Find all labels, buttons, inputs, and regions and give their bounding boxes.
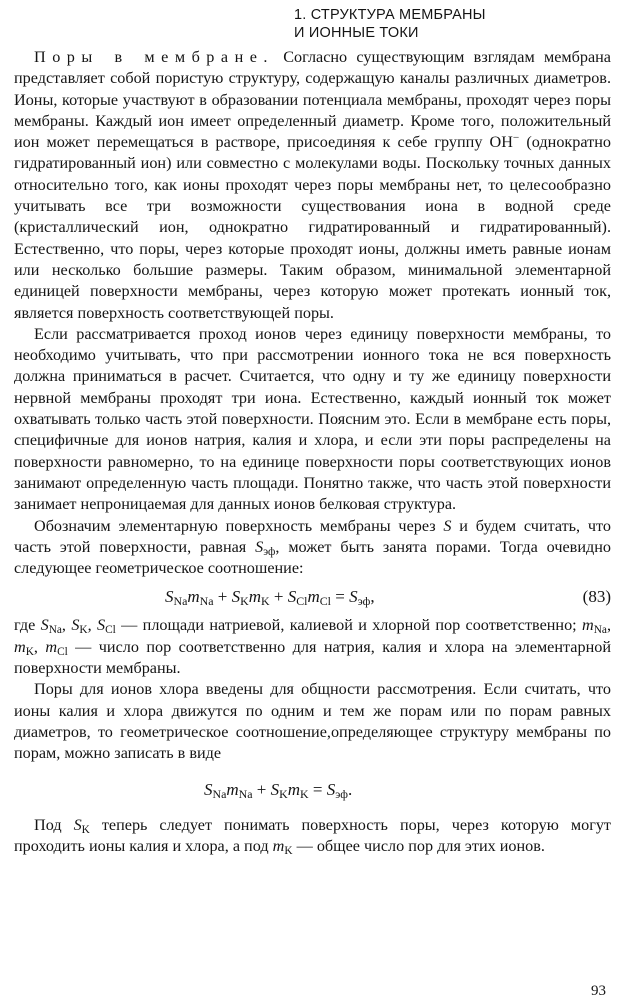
heading-line-1: 1. СТРУКТУРА МЕМБРАНЫ: [294, 7, 486, 23]
paragraph-6: Под $S_K$ теперь следует понимать поверхность поры, через которую могут проходить ионы калия и хлора, а под $m_K$ — общее число пор для этих ионов.: [14, 815, 611, 857]
heading-line-2: И ИОННЫЕ ТОКИ: [294, 25, 419, 41]
hydroxyl-charge: −: [512, 132, 520, 145]
equation-83: [14, 579, 611, 615]
paragraph-2: Если рассматривается проход ионов через единицу поверхности мембраны, то необходимо учитывать, что при рассмотрении ионного тока не вся поверхность должна приниматься в расчет. Считается, что одну и ту же единицу поверхности нервной мембраны проходят три иона. Естественно, каждый ионный ток может охватывать только часть этой поверхности. Поясним это. Если в мембране есть поры, специфичные для ионов натрия, калия и хлора, и если эти поры распределены на поверхности равномерно, то на единице поверхности поры соответствующих ионов занимают определенную часть площади. Понятно также, что часть этой поверхности занимает непроницаемая для данных ионов белковая структура.: [14, 324, 611, 514]
paragraph-4: где $S_{Na}$, $S_K$, $S_{Cl}$ — площади натриевой, калиевой и хлорной пор соответственно; $m_{Na}$, $m_K$, $m_{Cl}$ — число пор соответственно для натрия, калия и хлора на элементарной поверхности мембраны.: [14, 616, 611, 678]
equation-number: (83): [582, 587, 611, 607]
paragraph-lead: Поры в мембране.: [34, 48, 274, 66]
paragraph-3: Обозначим элементарную поверхность мембраны через S и будем считать, что часть этой поверхности, равная $S_{эф}$, может быть занята порами. Тогда очевидно следующее геометрическое соотношение:: [14, 516, 611, 578]
hydroxyl-symbol: OH: [489, 133, 513, 152]
page-number: 93: [591, 983, 606, 999]
equation-pores-expression: $S_{Na}m_{Na} + S_Km_K = S_{эф}$.: [204, 779, 353, 801]
paragraph-1-text: Согласно существующим взглядам мембрана представляет собой пористую структуру, содержащую каналы различных диаметров. Ионы, которые участвуют в образовании потенциала мембраны, проходят через поры мембраны. Каждый ион имеет определенный диаметр. Кроме того, положительный ион может перемещаться в растворе, присоединяя к себе группу: [14, 48, 611, 152]
paragraph-1: [14, 47, 611, 324]
equation-83-expression: $S_{Na}m_{Na} + S_Km_K + S_{Cl}m_{Cl} = S_{эф}$,: [165, 587, 375, 609]
section-heading: [294, 6, 486, 42]
equation-pores: [14, 765, 611, 815]
paragraph-5: Поры для ионов хлора введены для общности рассмотрения. Если считать, что ионы калия и хлора движутся по одним и тем же порам или по порам равных диаметров, то геометрическое соотношение,определяющее структуру мембраны по порам, можно записать в виде: [14, 680, 611, 763]
body-text: [14, 47, 611, 857]
paragraph-1-text-2: (однократно гидратированный ион) или совместно с молекулами воды. Поскольку точных данных относительно того, как ионы проходят через поры мембраны нет, то целесообразно учитывать все три возможности существования иона в водной среде (кристаллический ион, однократно гидратированный и гидратированный). Естественно, что поры, через которые проходят ионы, должны иметь равные ионам или несколько большие размеры. Таким образом, минимальной элементарной единицей поверхности мембраны, через которую может протекать ионный ток, является поверхность соответствующей поры.: [14, 133, 611, 322]
symbol-S: S: [443, 516, 452, 535]
